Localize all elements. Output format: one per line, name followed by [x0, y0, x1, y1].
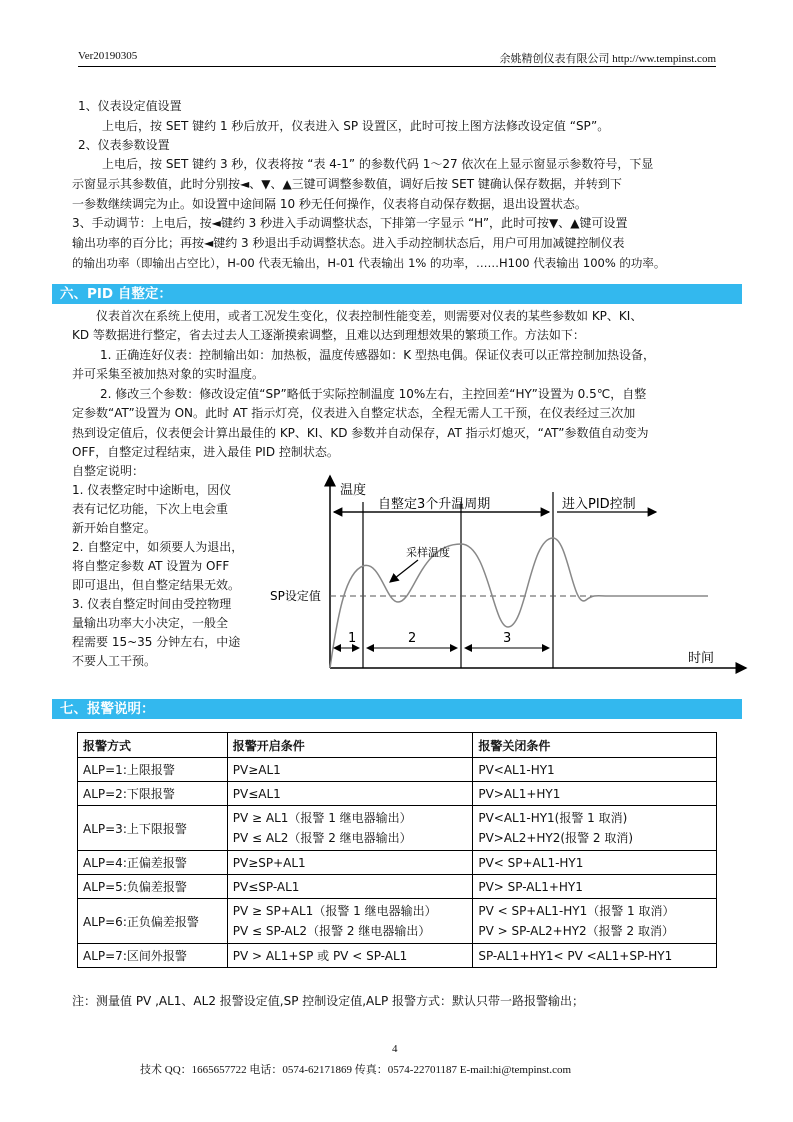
alarm-mode: ALP=7:区间外报警 [78, 944, 228, 968]
autotune-label: 自整定3个升温周期 [378, 497, 491, 512]
condition-line: PV ≥ AL1（报警 1 继电器输出） [232, 811, 412, 825]
pid-step-1-line-2: 并可采集至被加热对象的实时温度。 [72, 367, 265, 381]
autotune-note-line: 表有记忆功能，下次上电会重 [72, 502, 229, 516]
setup-item-1-text: 上电后，按 SET 键约 1 秒后放开，仪表进入 SP 设置区，此时可按上图方法修改设定值 “SP”。 [102, 119, 610, 133]
column-header: 报警关闭条件 [473, 733, 717, 758]
period-2-label: 2 [408, 631, 417, 646]
alarm-on-condition: PV≥AL1 [227, 758, 473, 782]
setup-item-2-title: 2、仪表参数设置 [78, 138, 170, 152]
alarm-table [77, 732, 717, 968]
table-row [78, 806, 717, 851]
pid-step-2-line-3: 热到设定值后，仪表便会计算出最佳的 KP、KI、KD 参数并自动保存，AT 指示灯熄灭，“AT”参数值自动变为 [72, 426, 649, 440]
condition-line: PV<AL1-HY1(报警 1 取消) [478, 811, 628, 825]
alarm-off-condition: PV>AL1+HY1 [473, 782, 717, 806]
autotune-diagram [268, 462, 758, 680]
autotune-note-line: 2. 自整定中，如须要人为退出， [72, 540, 244, 554]
alarm-mode: ALP=4:正偏差报警 [78, 851, 228, 875]
autotune-notes-title: 自整定说明： [72, 464, 145, 478]
alarm-off-condition [473, 899, 717, 944]
alarm-off-condition: SP-AL1+HY1< PV <AL1+SP-HY1 [473, 944, 717, 968]
alarm-off-condition: PV<AL1-HY1 [473, 758, 717, 782]
table-header-row [78, 733, 717, 758]
period-1-label: 1 [348, 631, 357, 646]
setup-item-2-line-1: 上电后，按 SET 键约 3 秒，仪表将按 “表 4-1” 的参数代码 1～27 依次在上显示窗显示参数符号，下显 [102, 157, 654, 171]
condition-line: PV>AL2+HY2(报警 2 取消) [478, 831, 634, 845]
page-header [78, 48, 716, 67]
autotune-note-line: 量输出功率大小决定，一般全 [72, 616, 229, 630]
alarm-mode: ALP=1:上限报警 [78, 758, 228, 782]
alarm-section-heading [52, 699, 742, 719]
page-number: 4 [392, 1043, 398, 1055]
alarm-on-condition [227, 899, 473, 944]
column-header: 报警方式 [78, 733, 228, 758]
alarm-mode: ALP=3:上下限报警 [78, 806, 228, 851]
pid-heading-text: 六、PID 自整定： [60, 286, 172, 302]
alarm-off-condition: PV< SP+AL1-HY1 [473, 851, 717, 875]
autotune-note-line: 不要人工干预。 [72, 654, 157, 668]
alarm-mode: ALP=6:正负偏差报警 [78, 899, 228, 944]
alarm-off-condition [473, 806, 717, 851]
table-row [78, 851, 717, 875]
pid-control-label: 进入PID控制 [562, 497, 636, 512]
alarm-on-condition [227, 806, 473, 851]
pid-step-2-line-4: OFF，自整定过程结束，进入最佳 PID 控制状态。 [72, 445, 339, 459]
table-row [78, 944, 717, 968]
autotune-note-line: 3. 仪表自整定时间由受控物理 [72, 597, 232, 611]
alarm-heading-text: 七、报警说明： [60, 701, 155, 717]
autotune-note-line: 新开始自整定。 [72, 521, 157, 535]
table-row [78, 875, 717, 899]
sample-temperature-label: 采样温度 [406, 546, 450, 559]
sp-label: SP设定值 [270, 589, 321, 603]
alarm-mode: ALP=5:负偏差报警 [78, 875, 228, 899]
pid-section-heading [52, 284, 742, 304]
condition-line: PV ≥ SP+AL1（报警 1 继电器输出） [232, 904, 437, 918]
x-axis-label: 时间 [688, 651, 715, 666]
column-header: 报警开启条件 [227, 733, 473, 758]
alarm-note: 注：测量值 PV ,AL1、AL2 报警设定值,SP 控制设定值,ALP 报警方式：默认只带一路报警输出； [72, 994, 585, 1008]
autotune-note-line: 程需要 15~35 分钟左右，中途 [72, 635, 241, 649]
sample-pointer-arrow [390, 560, 418, 582]
autotune-note-line: 将自整定参数 AT 设置为 OFF [72, 559, 230, 573]
version-label: Ver20190305 [78, 50, 138, 62]
y-axis-label: 温度 [340, 483, 367, 498]
company-label: 余姚精创仪表有限公司 http://ww.tempinst.com [499, 53, 716, 65]
pid-intro-line-1: 仪表首次在系统上使用，或者工况发生变化，仪表控制性能变差，则需要对仪表的某些参数如 KP、KI、 [96, 309, 643, 323]
pid-step-2-line-1: 2. 修改三个参数：修改设定值“SP”略低于实际控制温度 10%左右，主控回差“HY”设置为 0.5℃，自整 [100, 387, 647, 401]
setup-item-3-line-3: 的输出功率（即输出占空比），H-00 代表无输出，H-01 代表输出 1% 的功率，……H100 代表输出 100% 的功率。 [72, 256, 666, 270]
setup-item-2-line-2: 示窗显示其参数值，此时分别按◄、▼、▲三键可调整参数值，调好后按 SET 键确认保存数据，并转到下 [72, 177, 622, 191]
setup-item-1-title: 1、仪表设定值设置 [78, 99, 182, 113]
condition-line: PV ≤ AL2（报警 2 继电器输出） [232, 831, 412, 845]
pid-step-2-line-2: 定参数“AT”设置为 ON。此时 AT 指示灯亮，仪表进入自整定状态，全程无需人工干预，在仪表经过三次加 [72, 406, 636, 420]
autotune-note-line: 1. 仪表整定时中途断电，因仪 [72, 483, 232, 497]
pid-intro-line-2: KD 等数据进行整定，省去过去人工逐渐摸索调整，且难以达到理想效果的繁琐工作。方法如下： [72, 328, 585, 342]
pid-step-1-line-1: 1. 正确连好仪表：控制输出如：加热板，温度传感器如：K 型热电偶。保证仪表可以正常控制加热设备， [100, 348, 655, 362]
alarm-off-condition: PV> SP-AL1+HY1 [473, 875, 717, 899]
setup-item-3-line-1: 3、手动调节：上电后，按◄键约 3 秒进入手动调整状态，下排第一字显示 “H”，此时可按▼、▲键可设置 [72, 216, 628, 230]
table-row [78, 782, 717, 806]
alarm-mode: ALP=2:下限报警 [78, 782, 228, 806]
alarm-on-condition: PV≤SP-AL1 [227, 875, 473, 899]
condition-line: PV > SP-AL2+HY2（报警 2 取消） [478, 924, 674, 938]
setup-item-3-line-2: 输出功率的百分比；再按◄键约 3 秒退出手动调整状态。进入手动控制状态后，用户可用加减键控制仪表 [72, 236, 625, 250]
condition-line: PV < SP+AL1-HY1（报警 1 取消） [478, 904, 675, 918]
period-3-label: 3 [503, 631, 512, 646]
table-row [78, 899, 717, 944]
alarm-on-condition: PV≥SP+AL1 [227, 851, 473, 875]
setup-item-2-line-3: 一参数继续调完为止。如设置中途间隔 10 秒无任何操作，仪表将自动保存数据，退出设置状态。 [72, 197, 587, 211]
alarm-on-condition: PV > AL1+SP 或 PV < SP-AL1 [227, 944, 473, 968]
alarm-on-condition: PV≤AL1 [227, 782, 473, 806]
contact-info: 技术 QQ：1665657722 电话：0574-62171869 传真：0574-22701187 E-mail:hi@tempinst.com [140, 1064, 572, 1076]
autotune-note-line: 即可退出，但自整定结果无效。 [72, 578, 241, 592]
condition-line: PV ≤ SP-AL2（报警 2 继电器输出） [232, 924, 431, 938]
table-row [78, 758, 717, 782]
